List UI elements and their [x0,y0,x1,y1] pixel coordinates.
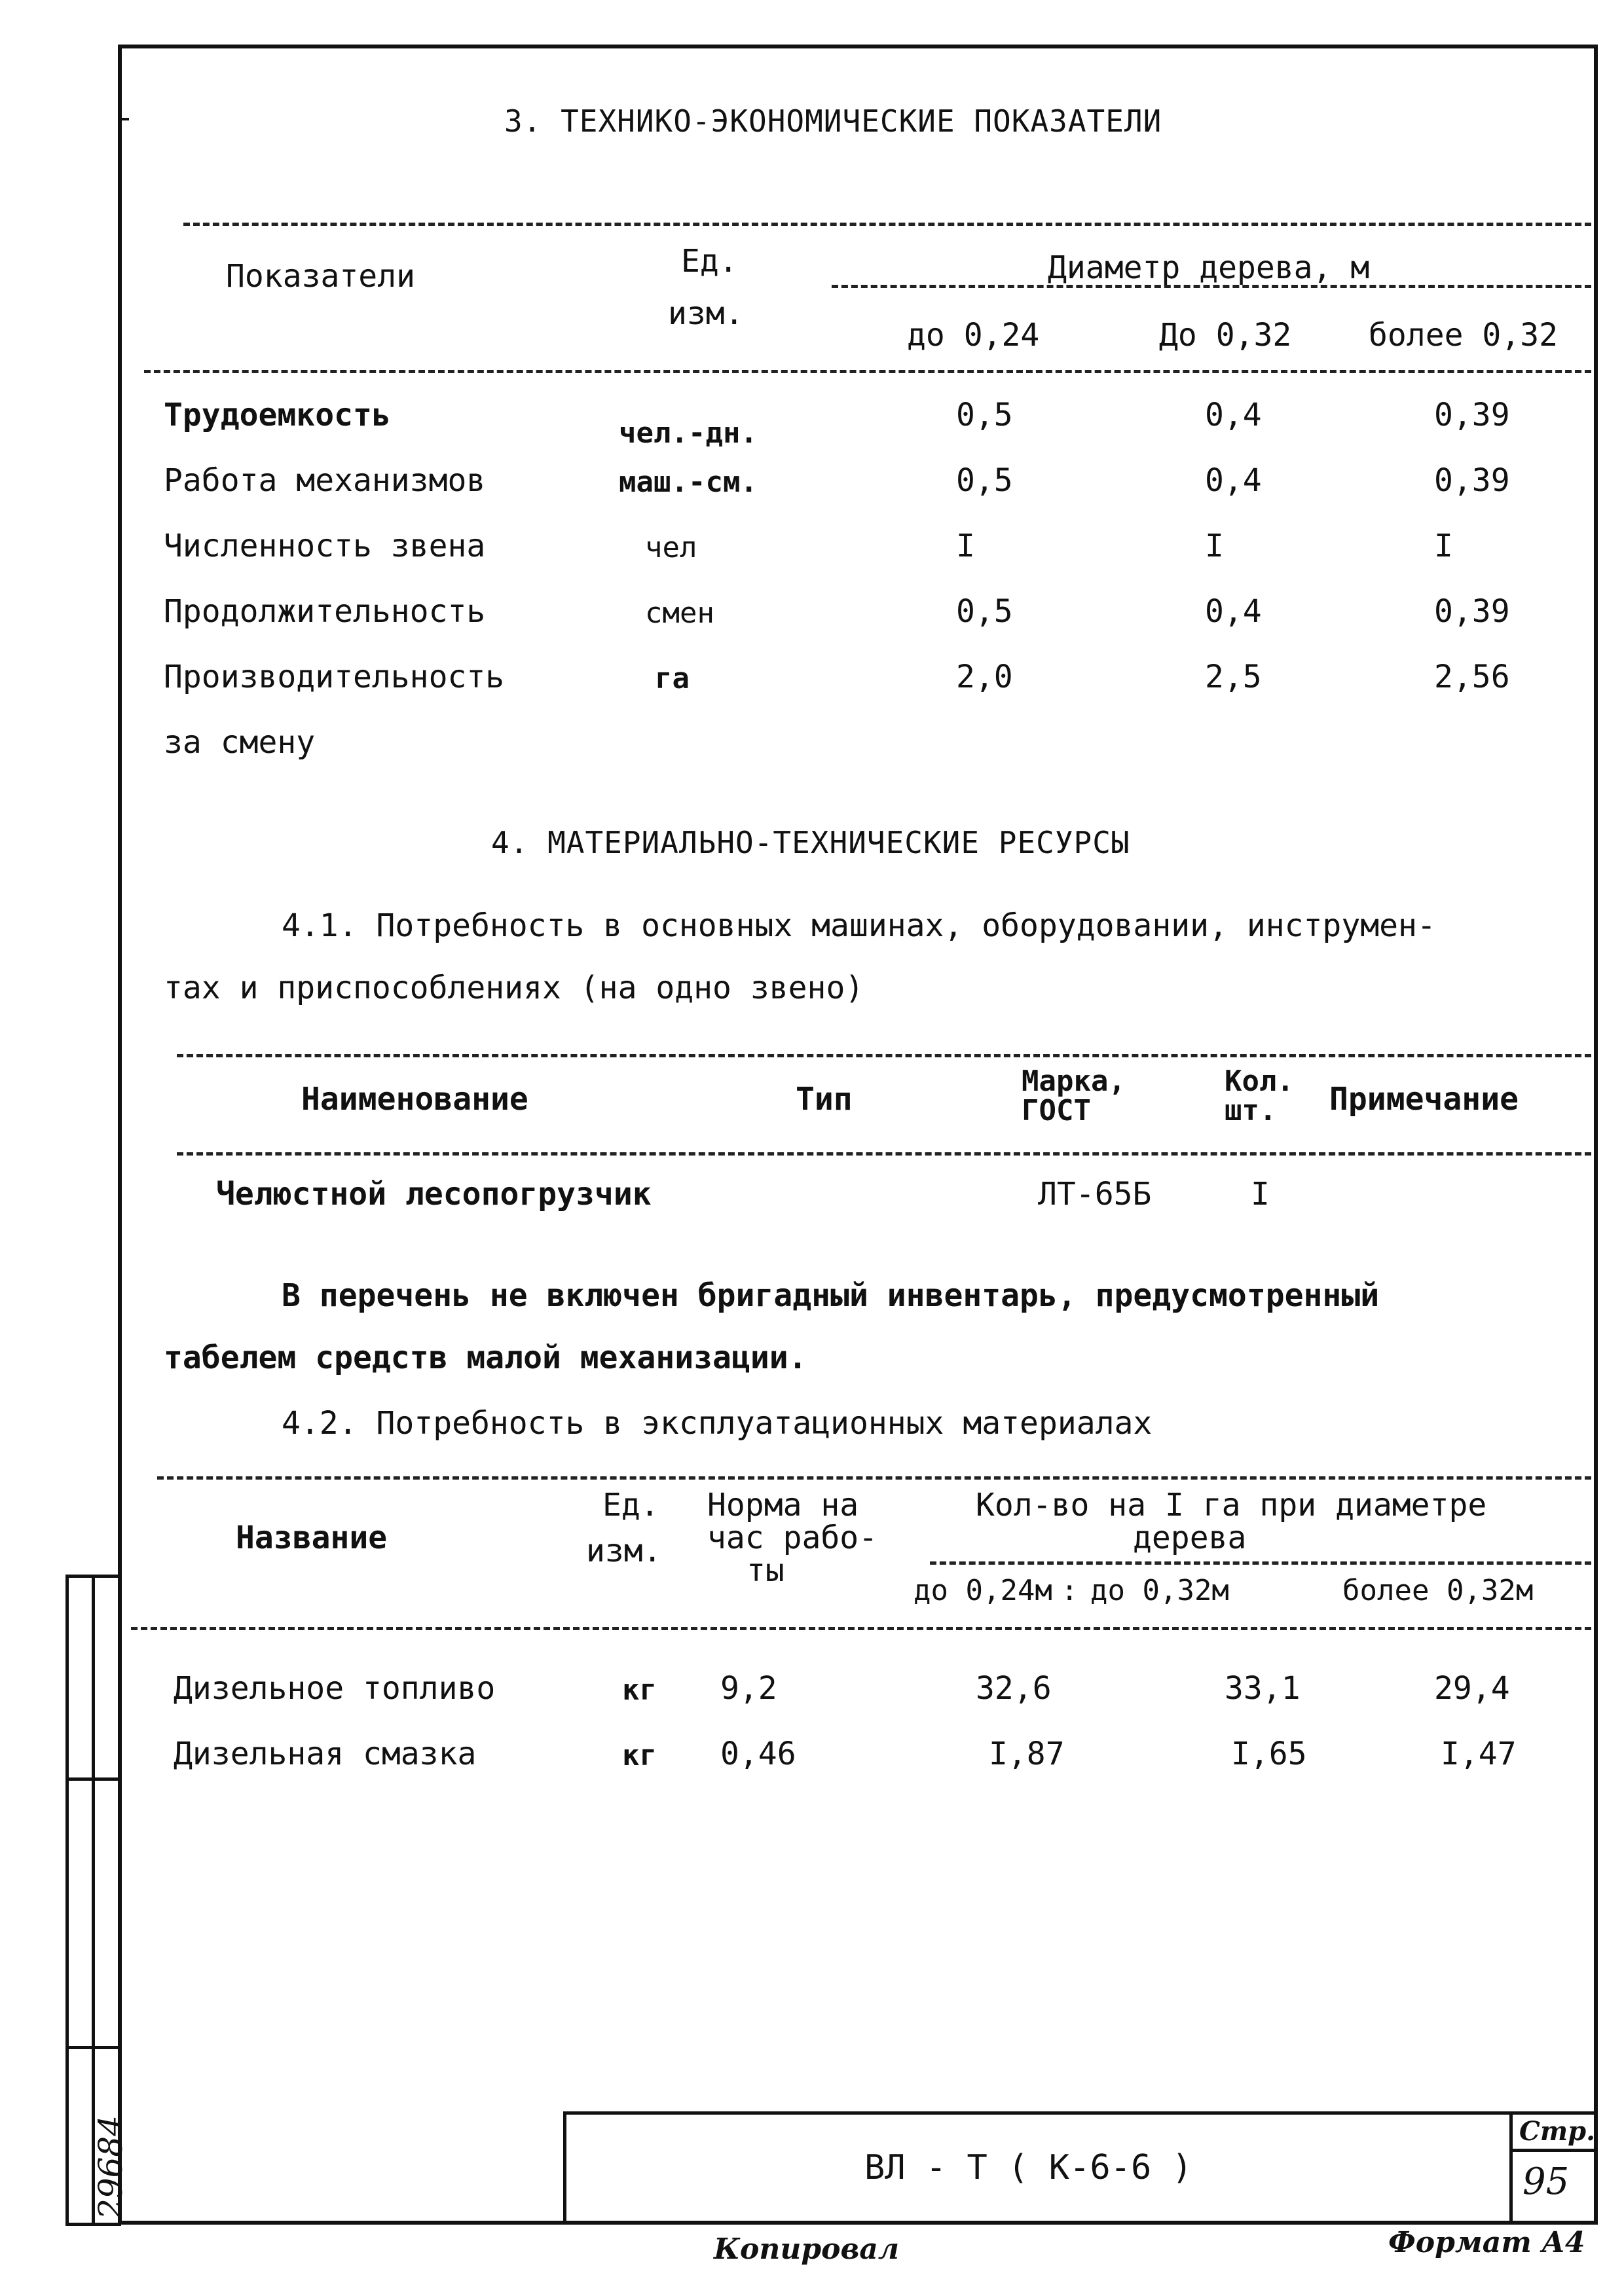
title-block-page-divider [1509,2111,1513,2225]
table1-row5-v2: 2,5 [1205,659,1262,695]
side-stamp-bottom-line [65,2223,121,2226]
materials-row2-v1: I,87 [989,1736,1065,1772]
materials-header-d1-sep: : [1061,1574,1079,1607]
table1-row1-v1: 0,5 [956,397,1013,433]
materials-row1-name: Дизельное топливо [174,1670,496,1707]
table1-row4-v3: 0,39 [1434,593,1510,630]
table1-header-d1: до 0,24 [907,317,1040,354]
table1-row3-v3: I [1434,528,1453,564]
table1-row3-v2: I [1205,528,1224,564]
table1-row2-name: Работа механизмов [164,462,486,499]
side-stamp-top-line [65,1575,121,1578]
side-stamp-divider-1 [65,1777,121,1781]
materials-header-d2: до 0,32м [1090,1574,1229,1607]
table1-row4-name: Продолжительность [164,593,486,630]
side-stamp-outer-line [65,1575,69,2225]
materials-row1-unit: кг [622,1673,657,1707]
machines-top-rule [177,1054,1591,1057]
section3-title: 3. ТЕХНИКО-ЭКОНОМИЧЕСКИЕ ПОКАЗАТЕЛИ [504,103,1162,139]
table1-row1-unit: чел.-дн. [619,416,758,450]
table1-row3-v1: I [956,528,975,564]
side-stamp-inventory-number: 29684 [92,2115,130,2219]
machines-header-qty-line2: шт. [1225,1094,1277,1127]
table1-row3-name: Численность звена [164,528,486,564]
machines-row1-mark: ЛТ-65Б [1038,1176,1152,1212]
side-stamp-divider-2 [65,2046,121,2049]
table1-row5-name: Производительность [164,659,505,695]
materials-header-d1: до 0,24м [913,1574,1052,1607]
p41-line2: тах и приспособлениях (на одно звено) [164,970,864,1006]
materials-header-d3: более 0,32м [1342,1574,1534,1607]
table1-row2-v3: 0,39 [1434,462,1510,499]
footer-copied-by: Копировал [714,2232,900,2266]
machines-row1-name: Челюстной лесопогрузчик [216,1176,652,1212]
materials-row1-v2: 33,1 [1225,1670,1301,1707]
materials-row2-unit: кг [622,1739,657,1772]
machines-header-mark-line2: ГОСТ [1022,1094,1091,1127]
table1-row1-v2: 0,4 [1205,397,1262,433]
materials-header-unit-line2: изм. [586,1533,662,1569]
table1-header-diameter: Диаметр дерева, м [1048,249,1370,286]
title-block-page-label: Стр. [1519,2116,1596,2147]
materials-top-rule [157,1476,1591,1480]
machines-header-mark-line1: Марка, [1022,1065,1126,1098]
materials-header-norm-line1: Норма на [707,1487,859,1523]
materials-header-norm-line2: час рабо- [707,1520,878,1556]
machines-header-note: Примечание [1329,1081,1519,1118]
machines-header-bottom-rule [177,1152,1591,1156]
p42-heading: 4.2. Потребность в эксплуатационных материалах [282,1405,1153,1442]
table1-top-rule [183,223,1591,226]
footer-format: Формат А4 [1388,2226,1585,2259]
materials-row2-v3: I,47 [1441,1736,1517,1772]
table1-row2-unit: маш.-см. [619,465,758,499]
materials-header-bottom-rule [131,1627,1591,1630]
table1-row5-unit: га [655,662,690,695]
frame-tick-mark [120,118,129,120]
table1-header-unit-line2: изм. [668,295,744,332]
table1-header-d3: более 0,32 [1369,317,1558,354]
title-block-page-number: 95 [1522,2160,1570,2203]
p41-line1: 4.1. Потребность в основных машинах, оборудовании, инструмен- [282,907,1436,944]
materials-header-unit-line1: Ед. [602,1487,659,1523]
materials-row1-v3: 29,4 [1434,1670,1510,1707]
materials-header-qty-line1: Кол-во на I га при диаметре [976,1487,1487,1523]
machines-header-type: Тип [796,1081,853,1118]
materials-row2-name: Дизельная смазка [174,1736,477,1772]
table1-row4-v2: 0,4 [1205,593,1262,630]
machines-header-name: Наименование [301,1081,528,1118]
table1-row4-unit: смен [645,596,714,630]
materials-row1-norm: 9,2 [720,1670,777,1707]
table1-row1-name: Трудоемкость [164,397,391,433]
table1-header-d2: До 0,32 [1159,317,1292,354]
table1-row2-v1: 0,5 [956,462,1013,499]
table1-row5-continuation: за смену [164,724,316,761]
table1-row5-v3: 2,56 [1434,659,1510,695]
table1-row2-v2: 0,4 [1205,462,1262,499]
table1-row1-v3: 0,39 [1434,397,1510,433]
table1-header-unit-line1: Ед. [681,243,738,280]
materials-row2-norm: 0,46 [720,1736,796,1772]
table1-diameter-rule [832,285,1591,288]
table1-row3-unit: чел [645,531,697,564]
materials-row2-v2: I,65 [1231,1736,1307,1772]
materials-row1-v1: 32,6 [976,1670,1052,1707]
title-block-code: ВЛ - Т ( К-6-6 ) [864,2148,1192,2187]
machines-row1-qty: I [1251,1176,1270,1212]
title-block-page-rule [1509,2149,1598,2152]
materials-qty-rule [930,1561,1591,1565]
table1-row5-v1: 2,0 [956,659,1013,695]
materials-header-qty-line2: дерева [1133,1520,1247,1556]
note-line1: В перечень не включен бригадный инвентарь, предусмотренный [282,1277,1380,1314]
machines-header-qty-line1: Кол. [1225,1065,1294,1098]
table1-header-bottom-rule [144,370,1591,373]
table1-header-indicator: Показатели [226,258,415,295]
section4-title: 4. МАТЕРИАЛЬНО-ТЕХНИЧЕСКИЕ РЕСУРСЫ [491,825,1130,860]
table1-row4-v1: 0,5 [956,593,1013,630]
note-line2: табелем средств малой механизации. [164,1339,807,1376]
materials-header-name: Название [236,1520,388,1556]
materials-header-norm-line3: ты [747,1552,784,1589]
